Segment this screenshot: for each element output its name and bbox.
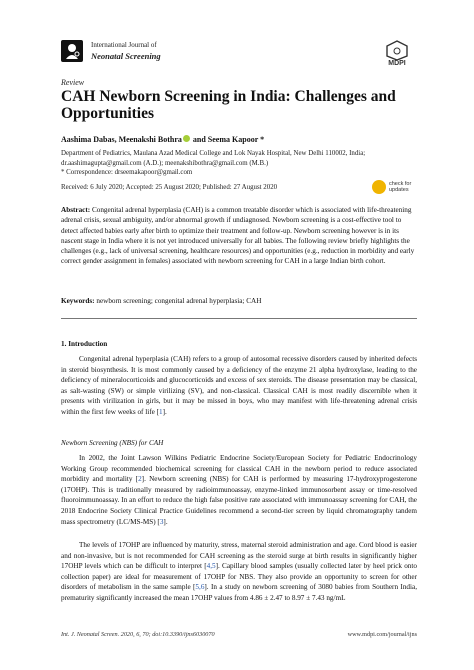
mdpi-logo xyxy=(382,40,412,70)
article-type: Review xyxy=(61,78,85,87)
journal-logo-icon xyxy=(61,40,83,62)
keywords-text: newborn screening; congenital adrenal hyperplasia; CAH xyxy=(94,297,262,305)
paragraph-text: ]. Newborn screening (NBS) for CAH is performed by measuring 17-hydroxyprogesterone (17OHP). This is traditionally measured by radioimmunoassay, enzyme-linked immunosorbent assay or time-resolved fluoroimmunoassay. In an effort to reduce the high false positive rate associated with immunoassay screening for CAH, the 2018 Endocrine Society Clinical Practice Guidelines recommend a second-tier screen by liquid chromatography tandem mass spectrometry (LC/MS-MS) [ xyxy=(61,475,417,526)
abstract xyxy=(61,205,417,267)
paragraph-text: In 2002, the Joint Lawson Wilkins Pediatric Endocrine Society/European Society for Pediatric Endocrinology Working Group recommended biochemical screening for classical CAH in the newborn period to reduce associated morbidity and mortality [ xyxy=(61,454,417,484)
footer-url[interactable]: www.mdpi.com/journal/ijns xyxy=(347,631,417,638)
author-list xyxy=(61,135,264,144)
mdpi-hexagon-icon xyxy=(382,40,412,60)
article-title: CAH Newborn Screening in India: Challenges and Opportunities xyxy=(61,88,396,122)
article-dates: Received: 6 July 2020; Accepted: 25 August 2020; Published: 27 August 2020 xyxy=(61,184,278,191)
body-paragraph xyxy=(61,453,417,527)
check-updates-badge[interactable] xyxy=(372,178,418,200)
affiliation-text: Department of Pediatrics, Maulana Azad Medical College and Lok Nayak Hospital, New Delhi 110002, India; dr.aashimagupta@gmail.com (A.D.); meenakshibothra@gmail.com (M.B.) xyxy=(61,150,366,167)
affiliation-block xyxy=(61,149,416,178)
subsection-heading: Newborn Screening (NBS) for CAH xyxy=(61,439,164,447)
section-divider xyxy=(61,318,417,319)
publisher-name: MDPI xyxy=(388,60,406,67)
paragraph-text: ]. xyxy=(163,517,168,526)
abstract-text: Congenital adrenal hyperplasia (CAH) is a common treatable disorder which is associated with life-threatening adrenal crisis, sexual ambiguity, and/or abnormal growth if undiagnosed. Newborn screening is a cost-effective tool to detect affected babies early after birth to optimize their treatment and follow-up. Newborn screening however is in its nascent stage in India where it is not yet introduced universally for all babies. The following review briefly highlights the challenges (e.g., lack of universal screening, healthcare resources) and opportunities (e.g., reduction in morbidity and early correct gender assignment in females) associated with newborn screening for CAH in a large Indian birth cohort. xyxy=(61,206,415,266)
orcid-icon[interactable] xyxy=(183,135,190,142)
paragraph-text: ]. Capillary blood samples (usually collected later by heel prick onto collection paper) are ideal for measurement of 17OHP for NBS. They also provide an opportunity to screen for other disorders of metabolism in the same sample [ xyxy=(61,562,417,592)
abstract-label: Abstract: xyxy=(61,206,91,214)
paragraph-text: Congenital adrenal hyperplasia (CAH) refers to a group of autosomal recessive disorders caused by inherited defects in steroid biosynthesis. It is most commonly caused by a deficiency of the enzyme 21 alpha hydroxylase, leading to the deficiency of mineralocorticoids and glucocorticoids and excess of sex steroids. The disease presentation may be classical, as salt-wasting (SW) or simple virilizing (SV), and non-classical. Classical CAH is most readily discernible when it presents with virilization in girls, but it may be missed in boys, who may manifest with life-threatening adrenal crisis within the first few weeks of life [ xyxy=(61,355,417,416)
authors-text: Aashima Dabas, Meenakshi Bothra xyxy=(61,135,182,144)
section-heading: 1. Introduction xyxy=(61,340,108,348)
correspondence-text: * Correspondence: drseemakapoor@gmail.com xyxy=(61,169,193,176)
body-paragraph xyxy=(61,354,417,418)
paragraph-text: The levels of 17OHP are influenced by maturity, stress, maternal steroid administration and age. Cord blood is easier and non-invasive, but is not recommended for CAH screening as the steroid surge at birth results in significantly higher 17OHP levels which can be difficult to interpret [ xyxy=(61,541,417,571)
paragraph-text: ]. xyxy=(162,407,167,416)
check-updates-label: check for updates xyxy=(389,181,412,193)
journal-name-line2: Neonatal Screening xyxy=(91,51,161,61)
check-updates-icon xyxy=(372,180,386,194)
footer-citation: Int. J. Neonatal Screen. 2020, 6, 70; doi:10.3390/ijns6030070 xyxy=(61,631,215,638)
citation-link[interactable]: 2 xyxy=(138,475,142,484)
citation-link[interactable]: 5,6 xyxy=(195,583,205,592)
citation-link[interactable]: 1 xyxy=(159,407,163,416)
keywords-label: Keywords: xyxy=(61,297,95,305)
journal-name-line1: International Journal of xyxy=(91,41,157,49)
citation-link[interactable]: 3 xyxy=(159,517,164,526)
authors-tail: and Seema Kapoor * xyxy=(190,135,265,144)
citation-link[interactable]: 4,5 xyxy=(206,562,216,571)
body-paragraph xyxy=(61,540,417,604)
paragraph-text: ]. In a study on newborn screening of 3080 babies from Southern India, prematurity significantly increased the mean 17OHP values from 4.86 ± 2.47 to 8.97 ± 7.43 ng/mL xyxy=(61,583,417,602)
keywords xyxy=(61,297,417,305)
